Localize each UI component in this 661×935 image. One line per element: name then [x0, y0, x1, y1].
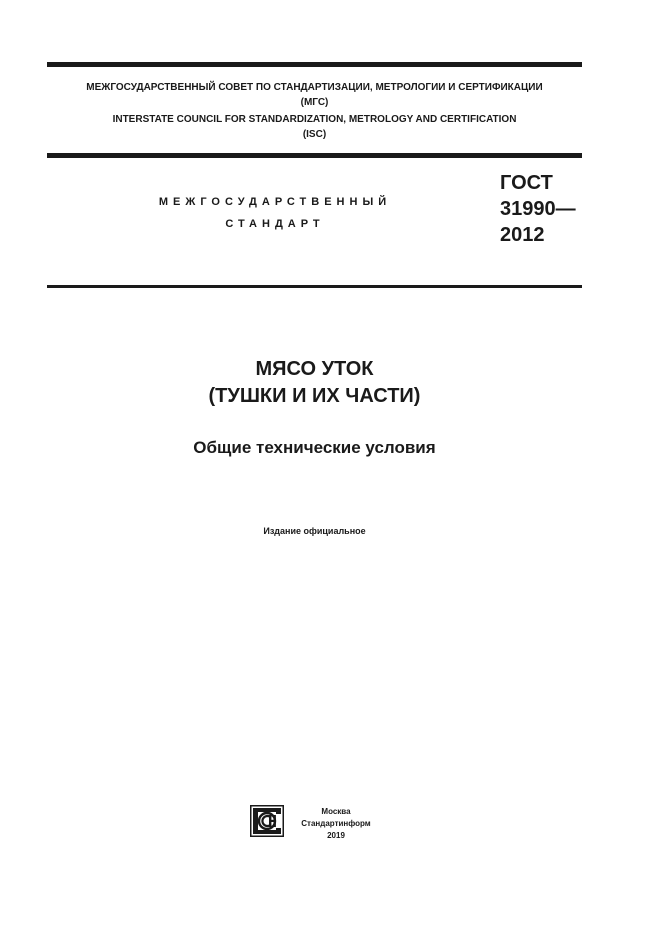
- gost-code-prefix: ГОСТ: [500, 172, 553, 194]
- council-ru-name: МЕЖГОСУДАРСТВЕННЫЙ СОВЕТ ПО СТАНДАРТИЗАЦИИ, МЕТРОЛОГИИ И СЕРТИФИКАЦИИ: [86, 82, 543, 93]
- council-en-name: INTERSTATE COUNCIL FOR STANDARDIZATION, METROLOGY AND CERTIFICATION: [112, 114, 517, 125]
- standard-kind-line1: МЕЖГОСУДАРСТВЕННЫЙ: [158, 196, 392, 208]
- council-ru-abbr: (МГС): [300, 97, 329, 108]
- document-title-line1: МЯСО УТОК: [255, 358, 374, 380]
- middle-divider: [47, 153, 582, 158]
- gost-code: [500, 170, 576, 248]
- document-title-line2: (ТУШКИ И ИХ ЧАСТИ): [208, 385, 421, 407]
- top-divider: [47, 62, 582, 67]
- edition-note: Издание официальное: [263, 526, 366, 536]
- publisher-city: Москва: [321, 807, 351, 816]
- gost-code-year: 2012: [500, 224, 545, 246]
- lower-divider: [47, 285, 582, 288]
- standard-kind: [150, 191, 400, 235]
- gost-code-number: 31990—: [500, 198, 576, 220]
- standard-kind-line2: СТАНДАРТ: [225, 218, 325, 230]
- standartinform-logo-icon: [250, 805, 284, 837]
- document-title: [47, 356, 582, 410]
- publisher-info: [292, 806, 380, 842]
- council-en-abbr: (ISC): [302, 129, 327, 140]
- document-subtitle: Общие технические условия: [193, 438, 436, 457]
- publisher-year: 2019: [327, 831, 345, 840]
- publisher-name: Стандартинформ: [301, 819, 371, 828]
- council-ru-block: [47, 80, 582, 110]
- council-en-block: [47, 112, 582, 142]
